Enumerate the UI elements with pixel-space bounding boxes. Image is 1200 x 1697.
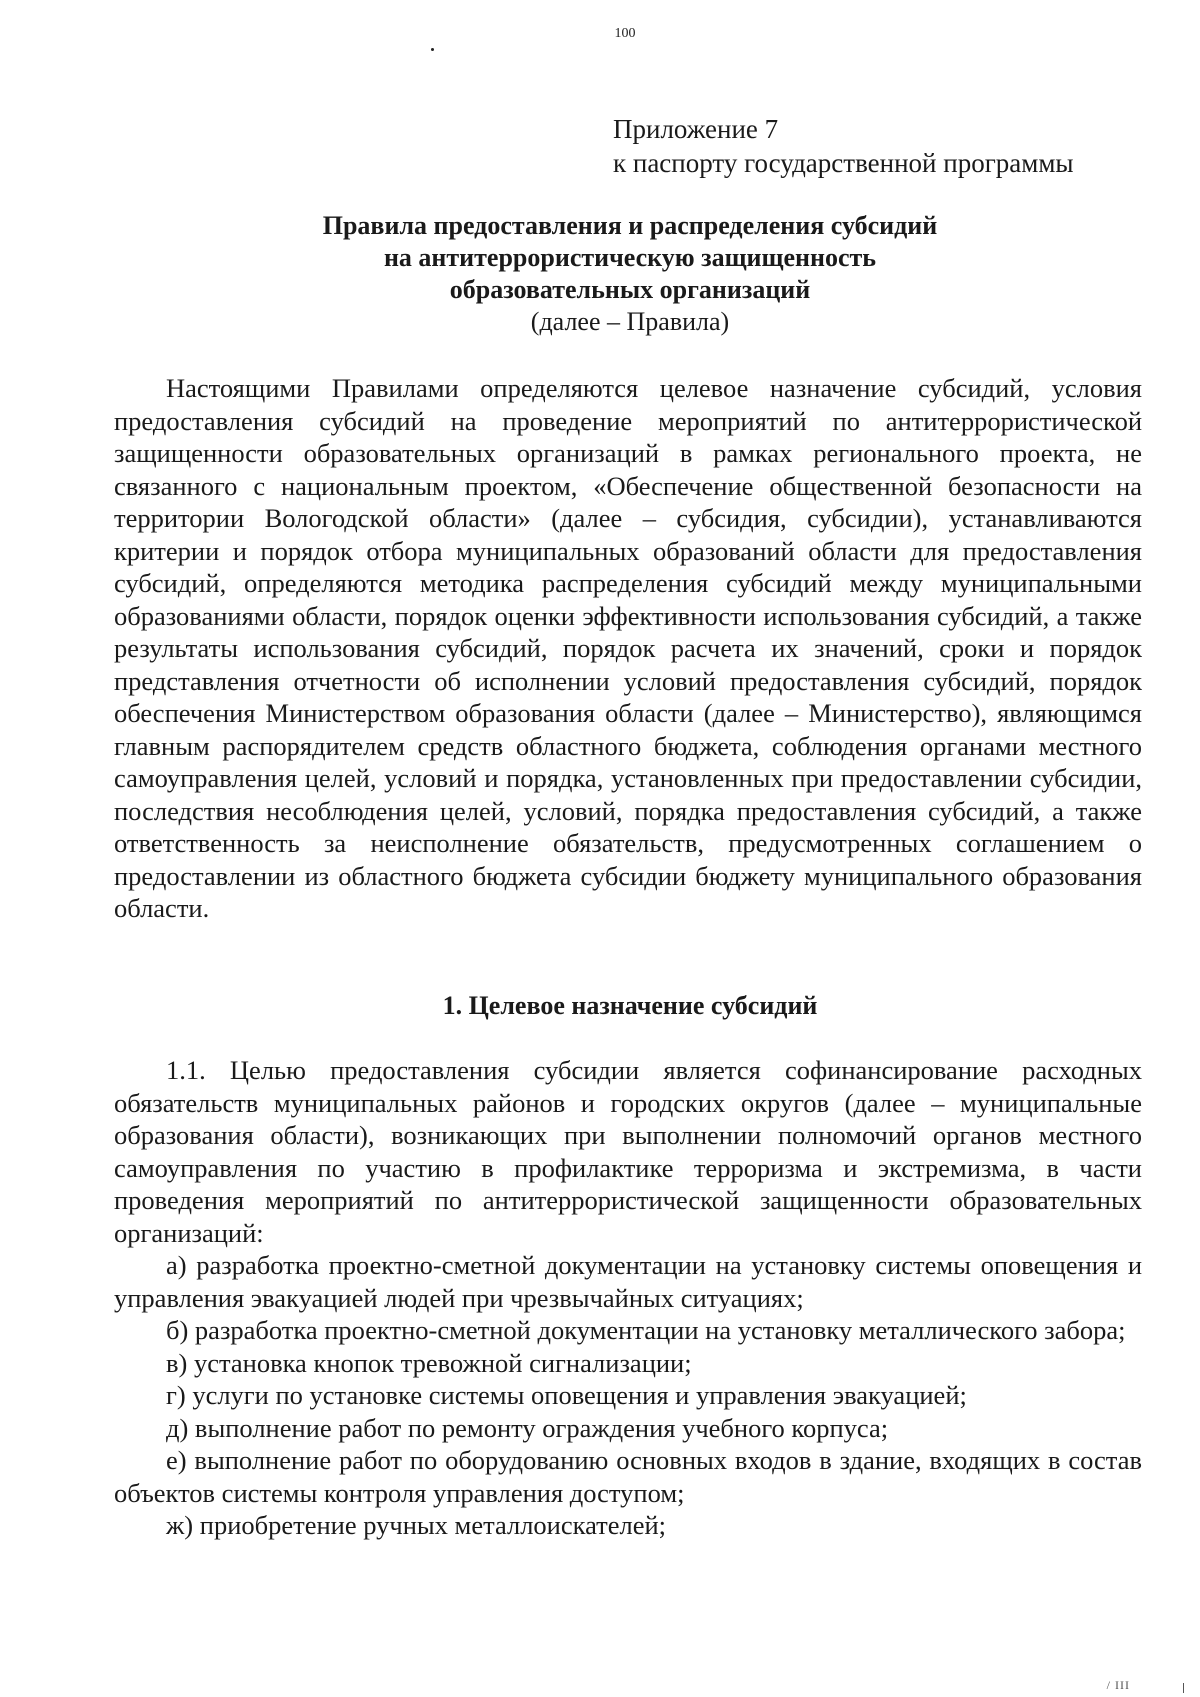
- scan-artifact-dot: [431, 48, 434, 51]
- title-line-2: на антитеррористическую защищенность: [383, 243, 877, 272]
- list-item-d: д) выполнение работ по ремонту ограждения учебного корпуса;: [166, 1412, 889, 1443]
- list-item-g: г) услуги по установке системы оповещения и управления эвакуацией;: [166, 1380, 967, 1410]
- list-item-b: б) разработка проектно-сметной документации на установку металлического забора;: [166, 1315, 1126, 1345]
- appendix-line-2: к паспорту государственной программы: [613, 148, 1074, 178]
- list-item-a: а) разработка проектно-сметной документации на установку системы оповещения и управления эвакуацией людей при чрезвычайных ситуациях;: [114, 1250, 1142, 1313]
- intro-paragraph: Настоящими Правилами определяются целевое назначение субсидий, условия предоставления субсидий на проведение мероприятий по антитеррористической защищенности образовательных организаций в рамках регионального проекта, не связанного с национальным проектом, «Обеспечение общественной безопасности на территории Вологодской области» (далее – субсидия, субсидии), устанавливаются критерии и порядок отбора муниципальных образований области для предоставления субсидий, определяются методика распределения субсидий между муниципальными образованиями области, порядок оценки эффективности использования субсидий, а также результаты использования субсидий, порядок расчета их значений, сроки и порядок представления отчетности об исполнении условий предоставления субсидий, порядок обеспечения Министерством образования области (далее – Министерство), являющимся главным распорядителем средств областного бюджета, соблюдения органами местного самоуправления целей, условий и порядка, установленных при предоставлении субсидии, последствия несоблюдения целей, условий, порядка предоставления субсидий, а также ответственность за неисполнение обязательств, предусмотренных соглашением о предоставлении из областного бюджета субсидии бюджету муниципального образования области.: [114, 373, 1142, 923]
- list-item-e: е) выполнение работ по оборудованию основных входов в здание, входящих в состав объектов системы контроля управления доступом;: [114, 1445, 1142, 1508]
- list-item-zh: ж) приобретение ручных металлоискателей;: [166, 1510, 667, 1540]
- title-line-3: образовательных организаций: [449, 275, 811, 304]
- paragraph-1-1: 1.1. Целью предоставления субсидии является софинансирование расходных обязательств муниципальных районов и городских округов (далее – муниципальные образования области), возникающих при выполнении полномочий органов местного самоуправления по участию в профилактике терроризма и экстремизма, в части проведения мероприятий по антитеррористической защищенности образовательных организаций:: [114, 1055, 1142, 1248]
- section-1-heading: 1. Целевое назначение субсидий: [442, 991, 818, 1020]
- list-item-v: в) установка кнопок тревожной сигнализации;: [166, 1347, 692, 1378]
- corner-scan-mark: / III: [1106, 1678, 1130, 1692]
- intro-section: [114, 372, 1142, 925]
- title-line-4: (далее – Правила): [530, 307, 730, 336]
- page-number: 100: [614, 26, 636, 41]
- document-title: [110, 210, 1150, 338]
- title-line-1: Правила предоставления и распределения субсидий: [322, 211, 938, 240]
- appendix-header: [613, 112, 1074, 180]
- appendix-line-1: Приложение 7: [613, 114, 779, 144]
- corner-tick-mark: [1183, 1683, 1184, 1693]
- section-1-body: [114, 1054, 1142, 1542]
